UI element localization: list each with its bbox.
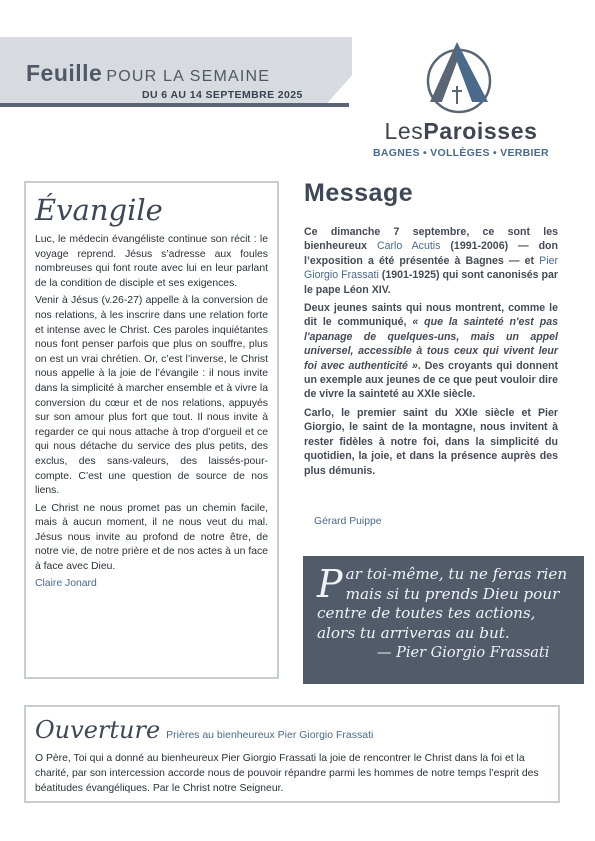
- logo-subtitle: BAGNES • VOLLÈGES • VERBIER: [373, 147, 549, 159]
- mountain-cross-icon: [422, 38, 496, 114]
- message-paragraph-2: [304, 301, 558, 402]
- date-range: DU 6 AU 14 SEPTEMBRE 2025: [142, 89, 303, 101]
- ouverture-box: [24, 705, 560, 803]
- evangile-author: Claire Jonard: [35, 577, 97, 589]
- logo-name-light: Les: [384, 118, 424, 144]
- evangile-box: [24, 181, 279, 679]
- evangile-paragraph: Le Christ ne nous promet pas un chemin facile, mais à aucun moment, il ne nous veut du mal. Jésus nous invite au profond de notre être, de notre vie, de notre prière et de nos actes à un face à face avec Dieu.: [35, 502, 268, 573]
- title-rest: POUR LA SEMAINE: [106, 68, 271, 85]
- quote-dropcap: P: [317, 562, 343, 606]
- page-title: [26, 60, 270, 87]
- title-bold: Feuille: [26, 60, 103, 86]
- message-paragraph-1: [304, 225, 558, 297]
- header-underline: [0, 103, 349, 107]
- evangile-paragraph: Venir à Jésus (v.26-27) appelle à la conversion de nos relations, à les inscrire dans une relation forte et intense avec le Christ. Ces paroles inquiétantes nous font penser parfois que plus on souffre, plus on est un vrai chrétien. Or, c’est l’inverse, le Christ nous appelle à la joie de l’évangile : il nous invite dans la simplicité à marcher ensemble et à vivre la conversion du cœur et de nos relations, appuyés sur son amour plus fort que tout. Il nous invite à regarder ce qui nous attache à trop d’orgueil et ce qui nous détache du service des plus petits, des exclus, des sans-valeurs, des laissés-pour-compte. C’est une question de source de nos liens.: [35, 295, 268, 497]
- saint-name: Pier Giorgio Frassati: [304, 254, 558, 282]
- quote-box: [303, 556, 584, 684]
- message-text: (1901-1925) qui sont canonisés par le pape Léon XIV.: [304, 269, 558, 296]
- quote-author: — Pier Giorgio Frassati: [377, 645, 550, 661]
- message-text: Ce dimanche 7 septembre, ce sont les bienheureux: [304, 226, 558, 253]
- message-author: Gérard Puippe: [314, 516, 382, 527]
- evangile-paragraph: Luc, le médecin évangéliste continue son récit : le voyage reprend. Jésus s’adresse aux foules nombreuses qui font route avec lui en leur parlant de la condition de disciple et ses exigences.: [35, 234, 268, 289]
- ouverture-header: [35, 713, 549, 747]
- ouverture-prayer: O Père, Toi qui a donné au bienheureux Pier Giorgio Frassati la joie de rencontrer le Christ dans la foi et la charité, par son intercession accorde nous de pouvoir répandre parmi les hommes de notre temps l’esprit des béatitudes évangéliques. Par le Christ notre Seigneur.: [35, 753, 539, 794]
- ouverture-title: Ouverture: [35, 716, 161, 744]
- message-text: . Des croyants qui donnent un exemple aux jeunes de ce que peut vouloir dire de vivre la sainteté au XXIe siècle.: [304, 359, 558, 401]
- evangile-body: [35, 233, 268, 575]
- message-body: [304, 225, 558, 482]
- message-title: Message: [304, 179, 414, 207]
- logo-name-bold: Paroisses: [423, 118, 538, 144]
- quote-body: ar toi-même, tu ne feras rien mais si tu prends Dieu pour centre de toutes tes actions, alors tu arriveras au but.: [317, 565, 568, 642]
- message-text: Deux jeunes saints qui nous montrent, comme le dit le communiqué,: [304, 302, 558, 329]
- message-paragraph-3: Carlo, le premier saint du XXIe siècle et Pier Giorgio, le saint de la montagne, nous invitent à rester fidèles à notre foi, dans la simplicité du quotidien, la joie, et dans la présence auprès des plus démunis.: [304, 406, 558, 477]
- quote-text: [317, 562, 572, 643]
- message-quote: « que la sainteté n'est pas l'apanage de quelques-uns, mais un appel universel, accessible à tous ceux qui vivent leur foi avec authenticité »: [304, 316, 558, 372]
- ouverture-subtitle: Prières au bienheureux Pier Giorgio Frassati: [166, 729, 374, 741]
- logo-wordmark: [366, 118, 556, 145]
- message-text: (1991-2006) — don l’exposition a été présentée à Bagnes — et: [304, 240, 559, 267]
- saint-name: Carlo Acutis: [376, 240, 441, 253]
- evangile-title: Évangile: [35, 193, 163, 227]
